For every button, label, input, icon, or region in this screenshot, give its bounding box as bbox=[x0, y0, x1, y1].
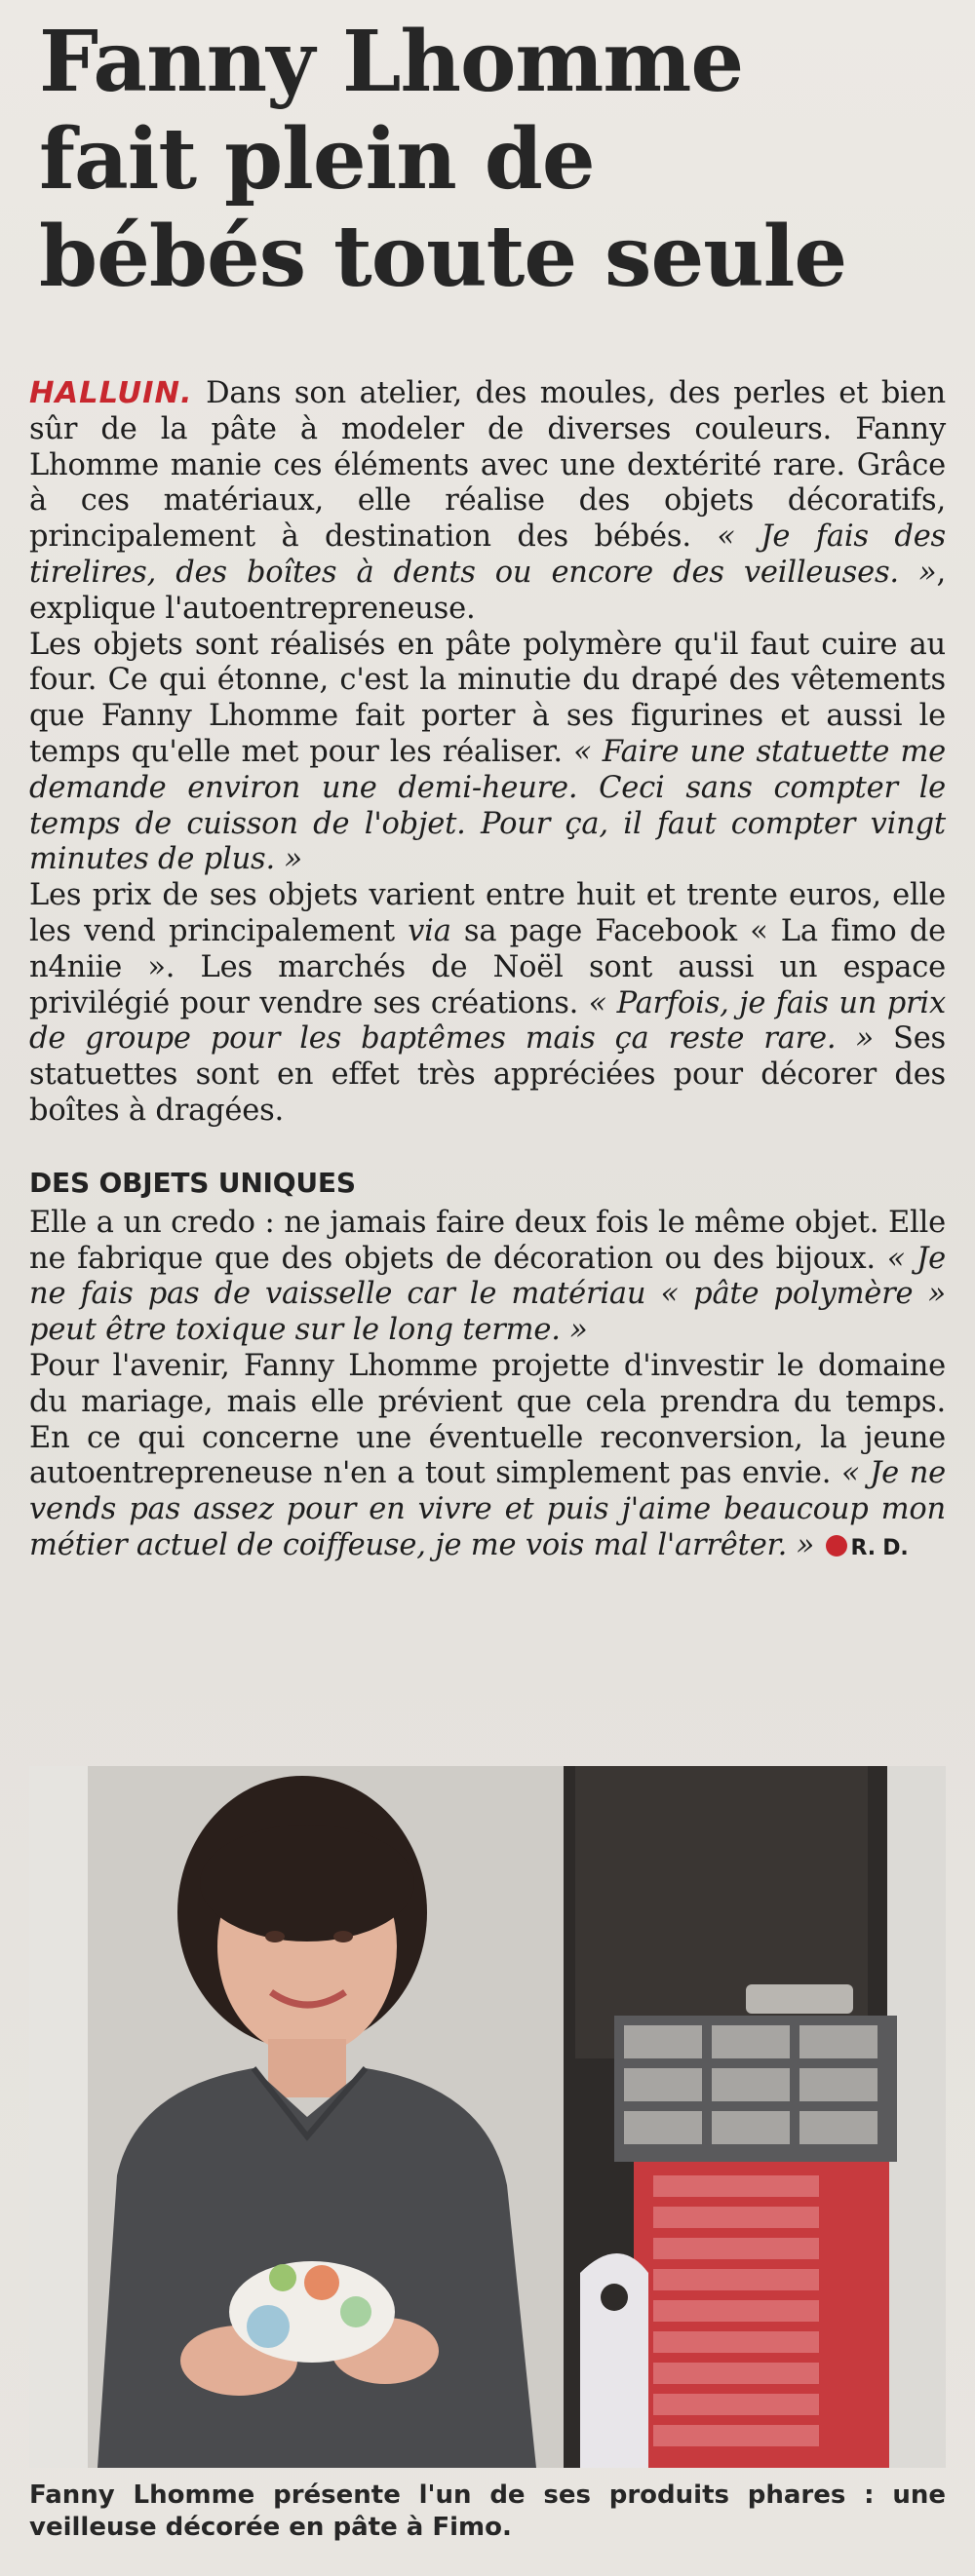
paragraph-1-text-a: Dans son atelier, des moules, des perles et bien sûr de la pâte à modeler de diverses couleurs. Fanny Lhomme manie ces éléments avec une dextérité rare. Grâce à ces matériaux, elle réalise des objets décoratifs, principalement à destination des bébés. bbox=[29, 376, 946, 555]
paragraph-5-text-a: Pour l'avenir, Fanny Lhomme projette d'investir le domaine du mariage, mais elle prévient que cela prendra du temps. En ce qui concerne une éventuelle reconversion, la jeune autoentrepreneuse n'en a tout simplement pas envie. bbox=[29, 1348, 946, 1491]
photo-caption: Fanny Lhomme présente l'un de ses produits phares : une veilleuse décorée en pâte à Fimo. bbox=[29, 2480, 946, 2542]
paragraph-2-text-a: Les objets sont réalisés en pâte polymère qu'il faut cuire au four. Ce qui étonne, c'est la minutie du drapé des vêtements que Fanny Lhomme fait porter à ses figurines et aussi le temps qu'elle met pour les réaliser. bbox=[29, 627, 946, 769]
paragraph-3-text-c: Ses statuettes sont en effet très appréciées pour décorer des boîtes à dragées. bbox=[29, 1021, 946, 1128]
paragraph-2 bbox=[29, 628, 946, 879]
paragraph-5 bbox=[29, 1349, 946, 1567]
headline-line-3: bébés toute seule bbox=[39, 208, 847, 306]
paragraph-4-quote: « Je ne fais pas de vaisselle car le matériau « pâte polymère » peut être toxique sur le long terme. » bbox=[29, 1241, 946, 1348]
headline bbox=[39, 14, 946, 306]
headline-line-1: Fanny Lhomme bbox=[39, 13, 744, 111]
paragraph-4-text-a: Elle a un credo : ne jamais faire deux fois le même objet. Elle ne fabrique que des objets de décoration ou des bijoux. bbox=[29, 1205, 946, 1276]
paragraph-3-text-b: sa page Facebook « La fimo de n4niie ». Les marchés de Noël sont aussi un espace privilégié pour vendre ses créations. bbox=[29, 913, 946, 1020]
paragraph-4 bbox=[29, 1206, 946, 1349]
paragraph-3-via: via bbox=[408, 913, 451, 948]
paragraph-1 bbox=[29, 376, 946, 628]
article-body bbox=[29, 376, 946, 1567]
article-photo bbox=[29, 1766, 946, 2468]
dateline: HALLUIN. bbox=[29, 376, 193, 410]
photo-illustration bbox=[29, 1766, 946, 2468]
paragraph-3 bbox=[29, 878, 946, 1130]
headline-line-2: fait plein de bbox=[39, 110, 595, 209]
paragraph-1-quote: « Je fais des tirelires, des boîtes à dents ou encore des veilleuses. » bbox=[29, 519, 947, 590]
paragraph-1-text-b: , explique l'autoentrepreneuse. bbox=[29, 555, 946, 626]
byline-dot-icon bbox=[826, 1535, 847, 1557]
section-subhead: DES OBJETS UNIQUES bbox=[29, 1166, 356, 1199]
paragraph-2-quote: « Faire une statuette me demande environ une demi-heure. Ceci sans compter le temps de cuisson de l'objet. Pour ça, il faut compter vingt minutes de plus. » bbox=[29, 734, 946, 877]
paragraph-5-quote: « Je ne vends pas assez pour en vivre et puis j'aime beaucoup mon métier actuel de coiffeuse, je me vois mal l'arrêter. » bbox=[29, 1456, 947, 1562]
byline: R. D. bbox=[850, 1535, 909, 1560]
paragraph-3-text-a: Les prix de ses objets varient entre huit et trente euros, elle les vend principalement bbox=[29, 878, 946, 948]
paragraph-3-quote: « Parfois, je fais un prix de groupe pour les baptêmes mais ça reste rare. » bbox=[29, 985, 946, 1057]
